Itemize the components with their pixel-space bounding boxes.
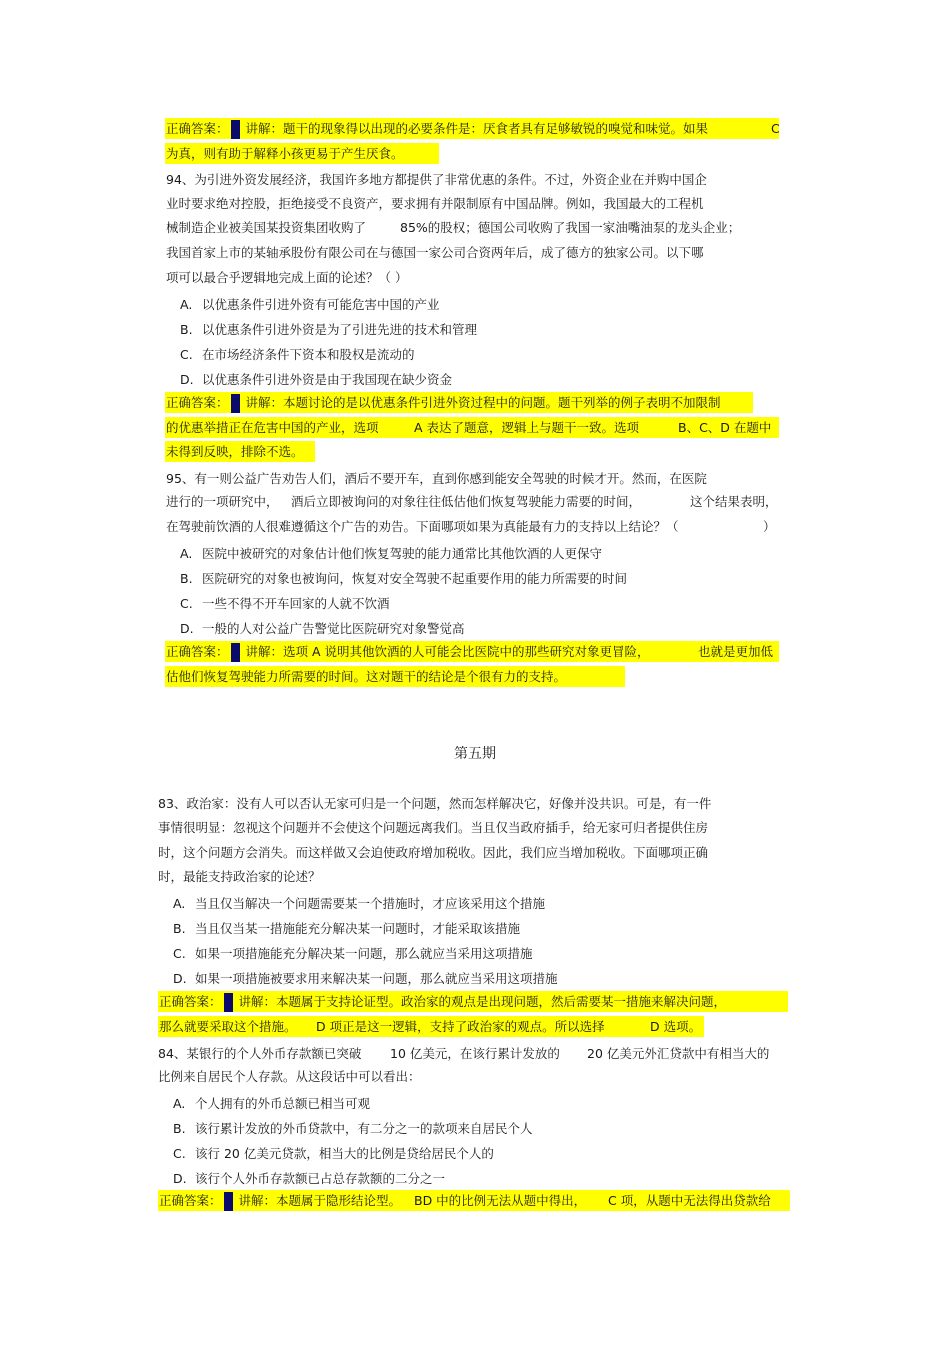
question-text: 84、某银行的个人外币存款额已突破 bbox=[158, 1046, 362, 1061]
question-text: 我国首家上市的某轴承股份有限公司在与德国一家公司合资两年后，成了德方的独家公司。以下哪 bbox=[166, 245, 704, 260]
option-item: C. 在市场经济条件下资本和股权是流动的 bbox=[180, 347, 415, 362]
option-item: B. 以优惠条件引进外资是为了引进先进的技术和管理 bbox=[180, 322, 478, 337]
option-item: B. 医院研究的对象也被询问，恢复对安全驾驶不起重要作用的能力所需要的时间 bbox=[180, 571, 628, 586]
answer-line: 正确答案： 讲解：题干的现象得以出现的必要条件是：厌食者具有足够敏锐的嗅觉和味觉。如果 bbox=[166, 118, 708, 139]
question-text: ） bbox=[763, 519, 776, 534]
option-item: B. 当且仅当某一措施能充分解决某一问题时，才能采取该措施 bbox=[173, 921, 521, 936]
answer-line: C 项，从题中无法得出贷款给 bbox=[608, 1193, 771, 1208]
answer-marker-icon bbox=[231, 394, 240, 413]
option-item: B. 该行累计发放的外币贷款中，有二分之一的款项来自居民个人 bbox=[173, 1121, 533, 1136]
option-item: D. 如果一项措施被要求用来解决某一问题，那么就应当采用这项措施 bbox=[173, 971, 558, 986]
option-item: D. 该行个人外币存款额已占总存款额的二分之一 bbox=[173, 1171, 446, 1186]
answer-marker-icon bbox=[224, 993, 233, 1012]
option-item: C. 如果一项措施能充分解决某一问题，那么就应当采用这项措施 bbox=[173, 946, 533, 961]
option-item: C. 该行 20 亿美元贷款，相当大的比例是贷给居民个人的 bbox=[173, 1146, 494, 1161]
answer-line: 为真，则有助于解释小孩更易于产生厌食。 bbox=[166, 146, 404, 161]
answer-line: 那么就要采取这个措施。 bbox=[159, 1019, 297, 1034]
question-text: 85%的股权；德国公司收购了我国一家油嘴油泵的龙头企业； bbox=[400, 220, 741, 235]
option-item: A. 医院中被研究的对象估计他们恢复驾驶的能力通常比其他饮酒的人更保守 bbox=[180, 546, 603, 561]
explain-label: 讲解： bbox=[245, 121, 284, 136]
answer-line: 的优惠举措正在危害中国的产业，选项 bbox=[166, 420, 379, 435]
answer-line: 也就是更加低 bbox=[698, 644, 774, 659]
answer-line: 正确答案： 讲解：本题属于支持论证型。政治家的观点是出现问题，然后需要某一措施来解决问题， bbox=[159, 991, 726, 1012]
question-text: 10 亿美元，在该行累计发放的 bbox=[390, 1046, 560, 1061]
answer-line: 正确答案： 讲解：本题讨论的是以优惠条件引进外资过程中的问题。题干列举的例子表明不加限制 bbox=[166, 392, 721, 413]
section-title: 第五期 bbox=[454, 746, 496, 762]
question-text: 95、有一则公益广告劝告人们，酒后不要开车，直到你感到能安全驾驶的时候才开。然而，在医院 bbox=[166, 471, 707, 486]
answer-choice-letter: C bbox=[771, 121, 780, 136]
option-item: A. 个人拥有的外币总额已相当可观 bbox=[173, 1096, 371, 1111]
question-text: 这个结果表明， bbox=[690, 494, 778, 509]
option-item: A. 当且仅当解决一个问题需要某一个措施时，才应该采用这个措施 bbox=[173, 896, 546, 911]
question-text: 酒后立即被询问的对象往往低估他们恢复驾驶能力需要的时间， bbox=[291, 494, 642, 509]
answer-line: 正确答案： 讲解：选项 A 说明其他饮酒的人可能会比医院中的那些研究对象更冒险， bbox=[166, 641, 650, 662]
question-text: 比例来自居民个人存款。从这段话中可以看出： bbox=[158, 1069, 421, 1084]
answer-line: B、C、D 在题中 bbox=[678, 420, 772, 435]
question-text: 20 亿美元外汇贷款中有相当大的 bbox=[587, 1046, 770, 1061]
question-text: 项可以最合乎逻辑地完成上面的论述？（ ） bbox=[166, 270, 408, 285]
question-text: 时，最能支持政治家的论述？ bbox=[158, 869, 321, 884]
question-text: 械制造企业被美国某投资集团收购了 bbox=[166, 220, 367, 235]
question-text: 事情很明显：忽视这个问题并不会使这个问题远离我们。当且仅当政府插手，给无家可归者提供住房 bbox=[158, 820, 709, 835]
answer-line: D 项正是这一逻辑，支持了政治家的观点。所以选择 bbox=[316, 1019, 605, 1034]
answer-marker-icon bbox=[231, 120, 240, 139]
option-item: A. 以优惠条件引进外资有可能危害中国的产业 bbox=[180, 297, 440, 312]
option-item: D. 一般的人对公益广告警觉比医院研究对象警觉高 bbox=[180, 621, 465, 636]
question-text: 业时要求绝对控股，拒绝接受不良资产，要求拥有并限制原有中国品牌。例如，我国最大的工程机 bbox=[166, 196, 704, 211]
answer-marker-icon bbox=[224, 1192, 233, 1211]
option-item: D. 以优惠条件引进外资是由于我国现在缺少资金 bbox=[180, 372, 453, 387]
answer-line: 正确答案： 讲解：本题属于隐形结论型。 bbox=[159, 1190, 401, 1211]
answer-line: 未得到反映，排除不选。 bbox=[166, 444, 304, 459]
answer-line: A 表达了题意，逻辑上与题干一致。选项 bbox=[414, 420, 640, 435]
answer-line: 估他们恢复驾驶能力所需要的时间。这对题干的结论是个很有力的支持。 bbox=[166, 669, 567, 684]
answer-label: 正确答案： bbox=[166, 121, 229, 136]
answer-line: BD 中的比例无法从题中得出， bbox=[414, 1193, 587, 1208]
question-text: 83、政治家：没有人可以否认无家可归是一个问题，然而怎样解决它，好像并没共识。可是，有一件 bbox=[158, 796, 712, 811]
answer-marker-icon bbox=[231, 643, 240, 662]
question-text: 进行的一项研究中， bbox=[166, 494, 279, 509]
question-text: 时，这个问题方会消失。而这样做又会迫使政府增加税收。因此，我们应当增加税收。下面哪项正确 bbox=[158, 845, 709, 860]
question-text: 94、为引进外资发展经济，我国许多地方都提供了非常优惠的条件。不过，外资企业在并购中国企 bbox=[166, 172, 707, 187]
question-text: 在驾驶前饮酒的人很难遵循这个广告的劝告。下面哪项如果为真能最有力的支持以上结论？（ bbox=[166, 519, 679, 534]
answer-line: D 选项。 bbox=[650, 1019, 702, 1034]
option-item: C. 一些不得不开车回家的人就不饮酒 bbox=[180, 596, 390, 611]
